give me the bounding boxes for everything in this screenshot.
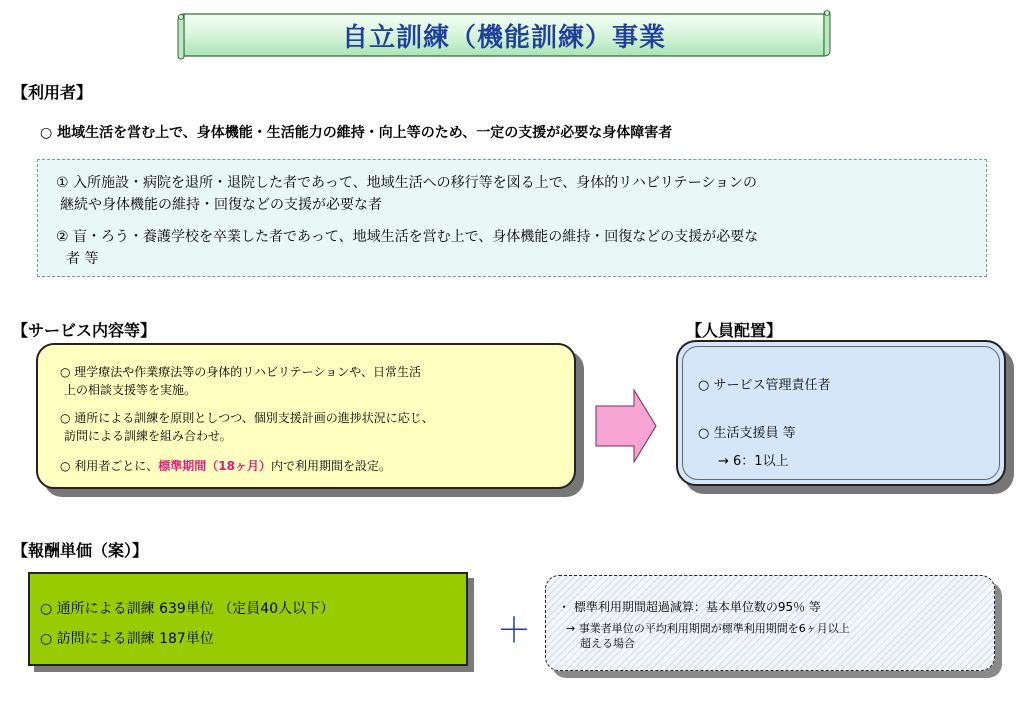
target-item-1-line1: ① 入所施設・病院を退所・退院した者であって、地域生活への移行等を図る上で、身体的リハビリテーションの [56, 175, 758, 191]
page-title: 自立訓練（機能訓練）事業 [341, 22, 666, 53]
service-item-2-line2: 訪問による訓練を組み合わせ。 [64, 429, 232, 443]
target-item-2 [56, 226, 758, 270]
service-item-2-line1: ○ 通所による訓練を原則としつつ、個別支援計画の進捗状況に応じ、 [60, 411, 434, 425]
target-item-1-line2: 継続や身体機能の維持・回復などの支援が必要な者 [60, 197, 382, 213]
right-arrow-icon [594, 388, 658, 464]
service-item-2 [60, 409, 434, 445]
service-item-1-line2: 上の相談支援等を実施。 [64, 383, 197, 397]
target-item-2-line2: 者 等 [66, 251, 99, 267]
service-item-3-prefix: ○ 利用者ごとに、 [60, 459, 159, 473]
service-item-1-line1: ○ 理学療法や作業療法等の身体的リハビリテーションや、日常生活 [60, 365, 421, 379]
staff-ratio: → 6：1以上 [718, 454, 789, 469]
fee-box [28, 572, 468, 666]
service-item-3 [60, 457, 391, 475]
fee-item-commute: ○ 通所による訓練 639単位 （定員40人以下） [40, 601, 335, 617]
staff-heading: 【人員配置】 [686, 321, 783, 340]
fees-heading: 【報酬単価（案）】 [12, 541, 149, 560]
reduction-line2: → 事業者単位の平均利用期間が標準利用期間を6ヶ月以上 [566, 622, 850, 635]
plus-icon: ＋ [497, 611, 531, 651]
staff-item-manager: ○ サービス管理責任者 [698, 378, 831, 393]
services-box [36, 343, 576, 489]
services-heading: 【サービス内容等】 [12, 321, 157, 340]
service-item-1 [60, 363, 421, 399]
reduction-line1: ・ 標準利用期間超過減算：基本単位数の95％ 等 [558, 600, 821, 614]
target-item-1 [56, 172, 757, 216]
users-main-bullet: ○ 地域生活を営む上で、身体機能・生活能力の維持・向上等のため、一定の支援が必要な身体障害者 [40, 125, 673, 141]
standard-period-highlight: 標準期間（18ヶ月） [158, 459, 271, 473]
staff-item-support-worker: ○ 生活支援員 等 [698, 426, 796, 441]
service-item-3-suffix: 内で利用期間を設定。 [271, 459, 392, 473]
users-heading: 【利用者】 [12, 83, 93, 102]
target-item-2-line1: ② 盲・ろう・養護学校を卒業した者であって、地域生活を営む上で、身体機能の維持・回復などの支援が必要な [56, 229, 759, 245]
fee-item-visit: ○ 訪問による訓練 187単位 [40, 631, 214, 647]
reduction-box [545, 575, 995, 671]
target-users-box [37, 159, 987, 277]
reduction-line3: 超える場合 [580, 637, 635, 650]
